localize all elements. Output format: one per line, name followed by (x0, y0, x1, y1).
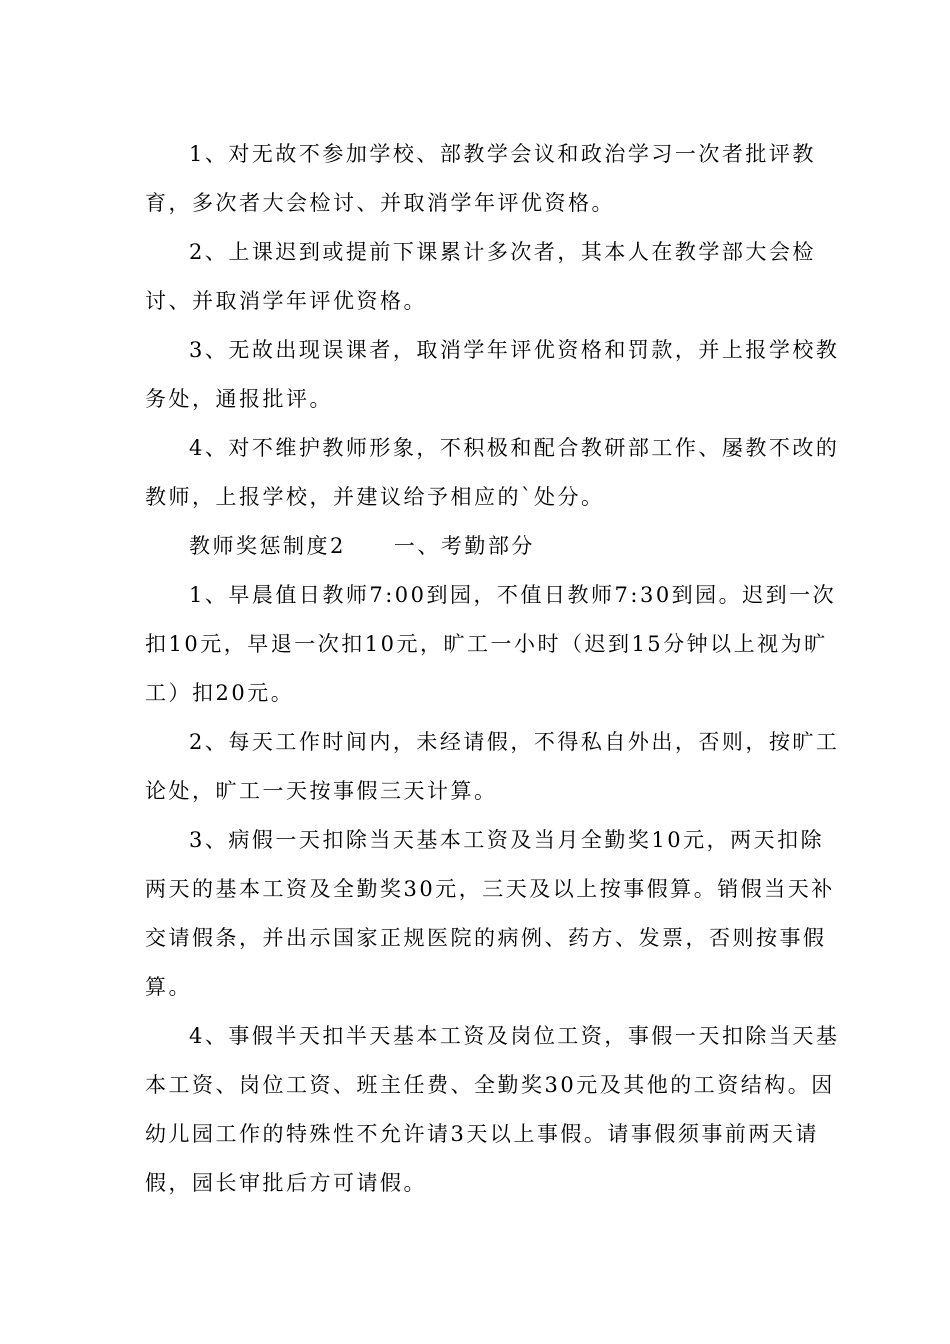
paragraph-2 (145, 228, 816, 326)
paragraph-line: 扣10元，早退一次扣10元，旷工一小时（迟到15分钟以上视为旷 (145, 632, 828, 656)
paragraph-line: 本工资、岗位工资、班主任费、全勤奖30元及其他的工资结构。因 (145, 1073, 835, 1097)
heading-title: 教师奖惩制度2 (189, 534, 346, 558)
rule-1 (145, 571, 837, 718)
paragraph-line: 工）扣20元。 (145, 681, 295, 705)
paragraph-line: 育，多次者大会检讨、并取消学年评优资格。 (145, 191, 615, 215)
paragraph-line: 1、对无故不参加学校、部教学会议和政治学习一次者批评教 (189, 142, 816, 166)
paragraph-line: 3、病假一天扣除当天基本工资及当月全勤奖10元，两天扣除 (189, 828, 825, 852)
paragraph-1 (145, 130, 816, 228)
section-heading (145, 522, 805, 571)
paragraph-line: 假，园长审批后方可请假。 (145, 1171, 427, 1195)
paragraph-4 (145, 424, 840, 522)
paragraph-line: 讨、并取消学年评优资格。 (145, 289, 427, 313)
document-body (145, 130, 840, 1208)
paragraph-line: 务处，通报批评。 (145, 387, 333, 411)
paragraph-3 (145, 326, 840, 424)
paragraph-line: 交请假条，并出示国家正规医院的病例、药方、发票，否则按事假 (145, 926, 827, 950)
paragraph-line: 4、事假半天扣半天基本工资及岗位工资，事假一天扣除当天基 (189, 1024, 840, 1048)
paragraph-line: 论处，旷工一天按事假三天计算。 (145, 779, 498, 803)
paragraph-line: 2、每天工作时间内，未经请假，不得私自外出，否则，按旷工 (189, 730, 840, 754)
rule-3 (145, 816, 835, 1012)
paragraph-line: 1、早晨值日教师7:00到园，不值日教师7:30到园。迟到一次 (189, 583, 837, 607)
paragraph-line: 算。 (145, 975, 192, 999)
paragraph-line: 教师，上报学校，并建议给予相应的`处分。 (145, 485, 605, 509)
paragraph-line: 幼儿园工作的特殊性不允许请3天以上事假。请事假须事前两天请 (145, 1122, 819, 1146)
paragraph-line: 两天的基本工资及全勤奖30元，三天及以上按事假算。销假当天补 (145, 877, 835, 901)
paragraph-line: 3、无故出现误课者，取消学年评优资格和罚款，并上报学校教 (189, 338, 840, 362)
paragraph-line: 2、上课迟到或提前下课累计多次者，其本人在教学部大会检 (189, 240, 816, 264)
rule-4 (145, 1012, 840, 1208)
heading-subtitle: 一、考勤部分 (393, 534, 535, 558)
rule-2 (145, 718, 840, 816)
paragraph-line: 4、对不维护教师形象，不积极和配合教研部工作、屡教不改的 (189, 436, 840, 460)
